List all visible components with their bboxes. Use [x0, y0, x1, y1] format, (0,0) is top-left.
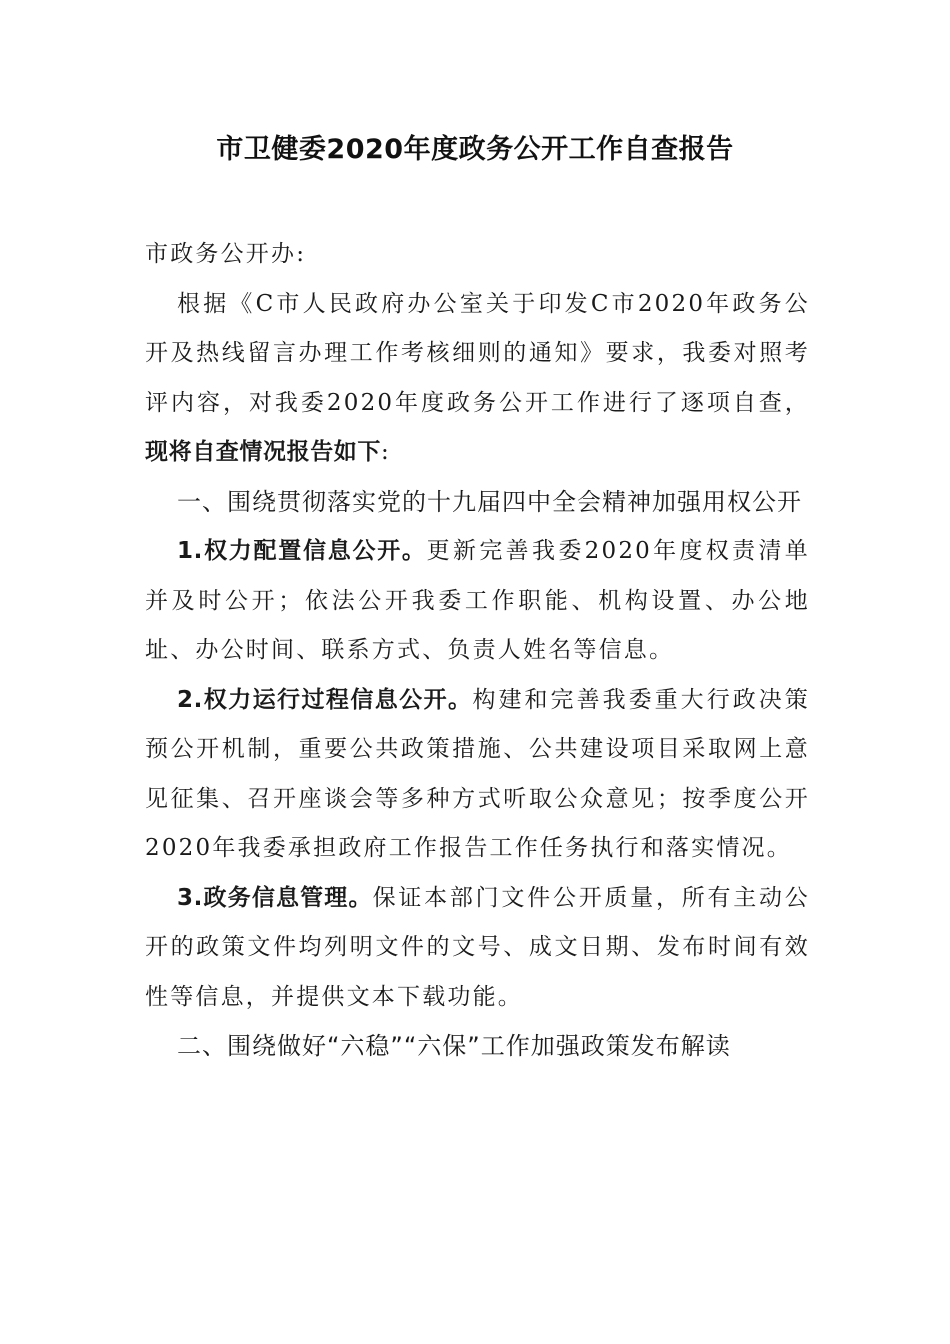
section-2-heading: 二、围绕做好“六稳”“六保”工作加强政策发布解读	[177, 1032, 731, 1060]
document-title: 市卫健委2020年度政务公开工作自查报告	[216, 134, 734, 165]
item-3-label: 3.政务信息管理。	[177, 884, 373, 911]
intro-tail-punct: :	[381, 439, 391, 465]
document-body	[145, 230, 810, 1072]
item-3-text: 保证本部门文件公开质量，所有主动公开的政策文件均列明文件的文号、成文日期、发布时间有效性等信息，并提供文本下载功能。	[145, 884, 810, 1010]
section-1-heading: 一、围绕贯彻落实党的十九届四中全会精神加强用权公开	[177, 487, 802, 516]
salutation: 市政务公开办:	[145, 241, 307, 267]
item-1-label: 1.权力配置信息公开。	[177, 538, 427, 564]
section-1-item-3	[145, 874, 810, 1023]
item-2-text: 构建和完善我委重大行政决策预公开机制，重要公共政策措施、公共建设项目采取网上意见征集、召开座谈会等多种方式听取公众意见；按季度公开2020年我委承担政府工作报告工作任务执行和落实情况。	[145, 686, 810, 861]
intro-bold-tail: 现将自查情况报告如下	[145, 439, 381, 465]
intro-text: 根据《C市人民政府办公室关于印发C市2020年政务公开及热线留言办理工作考核细则的通知》要求，我委对照考评内容，对我委2020年度政务公开工作进行了逐项自查，	[145, 290, 810, 416]
section-1-item-1	[145, 527, 810, 676]
intro-paragraph	[145, 280, 810, 478]
item-1-text: 更新完善我委2020年度权责清单并及时公开；依法公开我委工作职能、机构设置、办公地址、办公时间、联系方式、负责人姓名等信息。	[145, 538, 810, 663]
item-2-label: 2.权力运行过程信息公开。	[177, 686, 473, 713]
section-1-item-2	[145, 676, 810, 874]
